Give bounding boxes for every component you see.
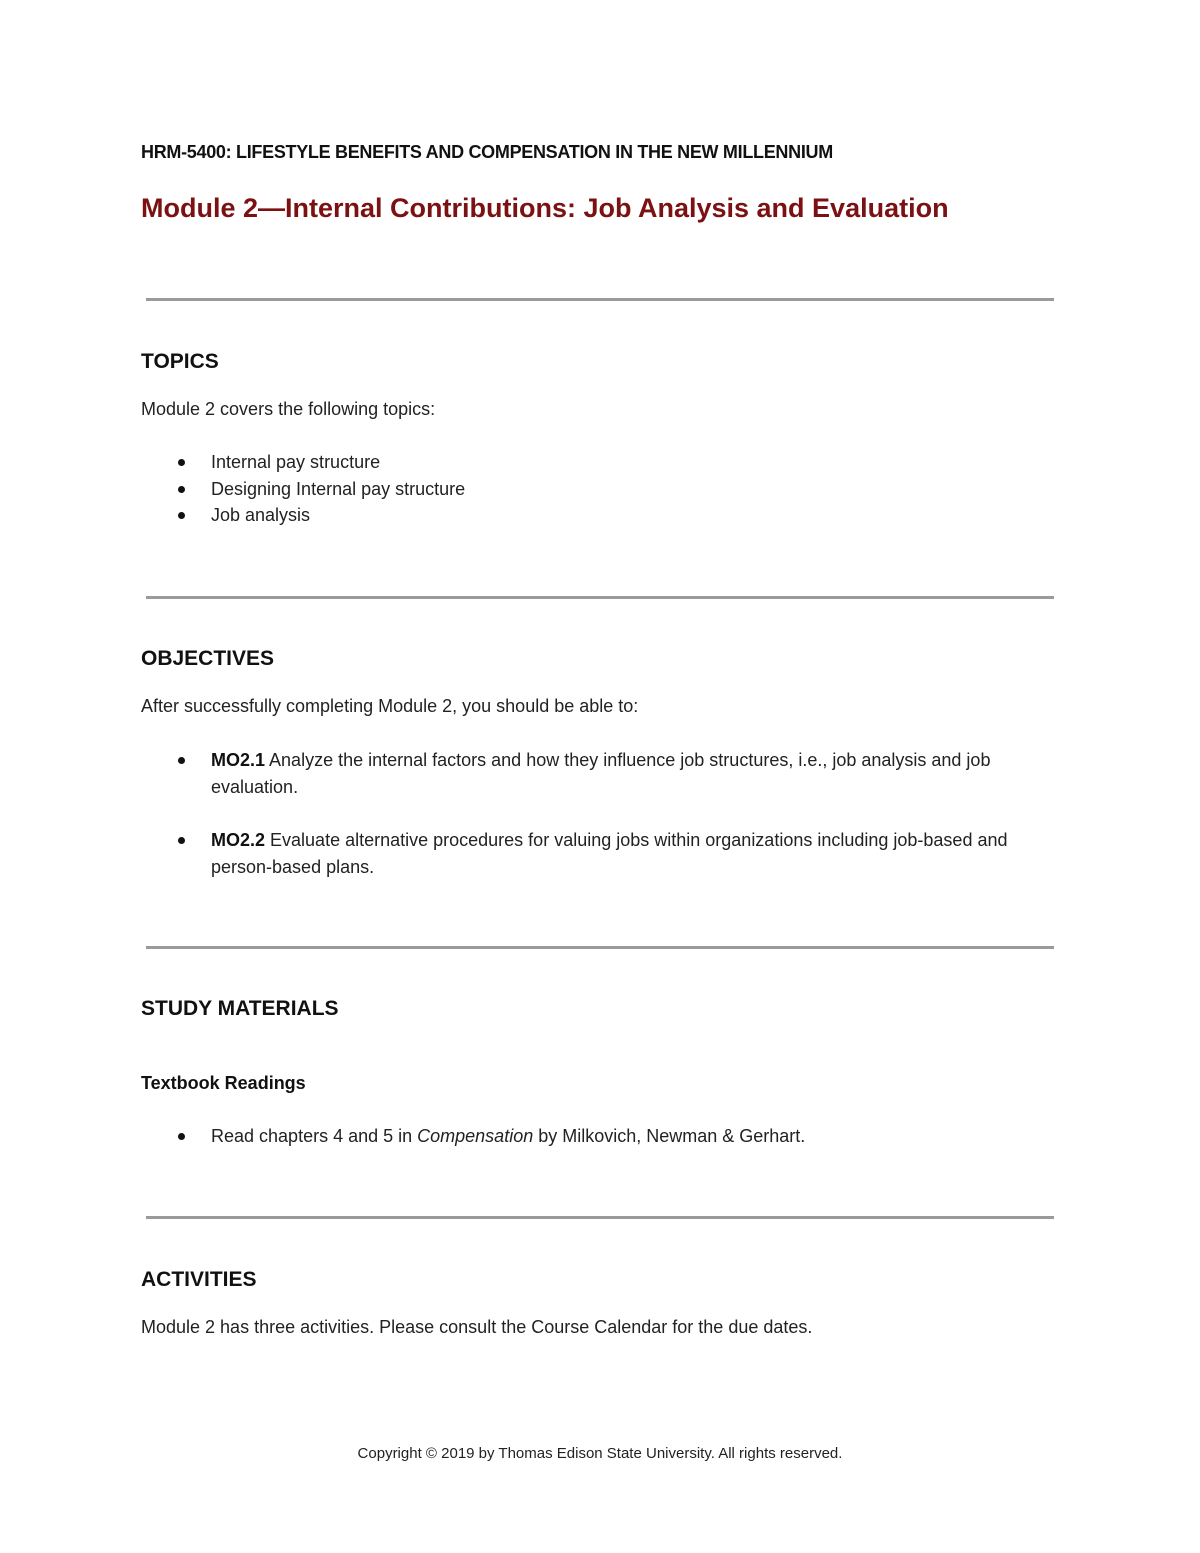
- module-title: Module 2—Internal Contributions: Job Analysis and Evaluation: [141, 193, 949, 223]
- course-code: HRM-5400: LIFESTYLE BENEFITS AND COMPENSATION IN THE NEW MILLENNIUM: [141, 142, 833, 162]
- objectives-intro: After successfully completing Module 2, you should be able to:: [141, 696, 639, 716]
- section-divider: [146, 1216, 1054, 1219]
- section-divider: [146, 298, 1054, 301]
- topic-text: Job analysis: [211, 505, 311, 525]
- bullet-icon: [178, 512, 185, 519]
- topics-intro: Module 2 covers the following topics:: [141, 399, 436, 419]
- objectives-heading: OBJECTIVES: [141, 647, 275, 670]
- copyright-footer: Copyright © 2019 by Thomas Edison State University. All rights reserved.: [357, 1445, 843, 1462]
- reading-text-after: by Milkovich, Newman & Gerhart.: [533, 1126, 806, 1146]
- topic-text: Designing Internal pay structure: [211, 478, 466, 499]
- list-item: [176, 747, 1051, 800]
- section-divider: [146, 596, 1054, 599]
- objectives-list: [176, 747, 1051, 880]
- bullet-icon: [178, 486, 185, 493]
- bullet-icon: [178, 459, 185, 466]
- topics-heading: TOPICS: [141, 350, 219, 373]
- bullet-icon: [178, 757, 185, 764]
- list-item: [176, 449, 465, 476]
- activities-text: Module 2 has three activities. Please consult the Course Calendar for the due dates.: [141, 1317, 813, 1337]
- objective-text: Evaluate alternative procedures for valuing jobs within organizations including job-based and person-based plans.: [211, 830, 1008, 877]
- readings-list: [176, 1123, 805, 1150]
- topics-list: [176, 449, 465, 529]
- section-divider: [146, 946, 1054, 949]
- bullet-icon: [178, 837, 185, 844]
- bullet-icon: [178, 1133, 185, 1140]
- topic-text: Internal pay structure: [211, 452, 381, 472]
- activities-heading: ACTIVITIES: [141, 1268, 257, 1291]
- list-item: [176, 476, 465, 503]
- study-materials-heading: STUDY MATERIALS: [141, 997, 339, 1020]
- textbook-readings-subheading: Textbook Readings: [141, 1073, 306, 1093]
- list-item: [176, 1123, 805, 1150]
- list-item: [176, 502, 465, 529]
- objective-code: MO2.2: [211, 830, 266, 850]
- list-item: [176, 827, 1051, 880]
- reading-text-before: Read chapters 4 and 5 in: [211, 1126, 418, 1146]
- objective-code: MO2.1: [211, 750, 266, 770]
- objective-text: Analyze the internal factors and how they influence job structures, i.e., job analysis and job evaluation.: [211, 750, 991, 797]
- book-title: Compensation: [417, 1126, 534, 1146]
